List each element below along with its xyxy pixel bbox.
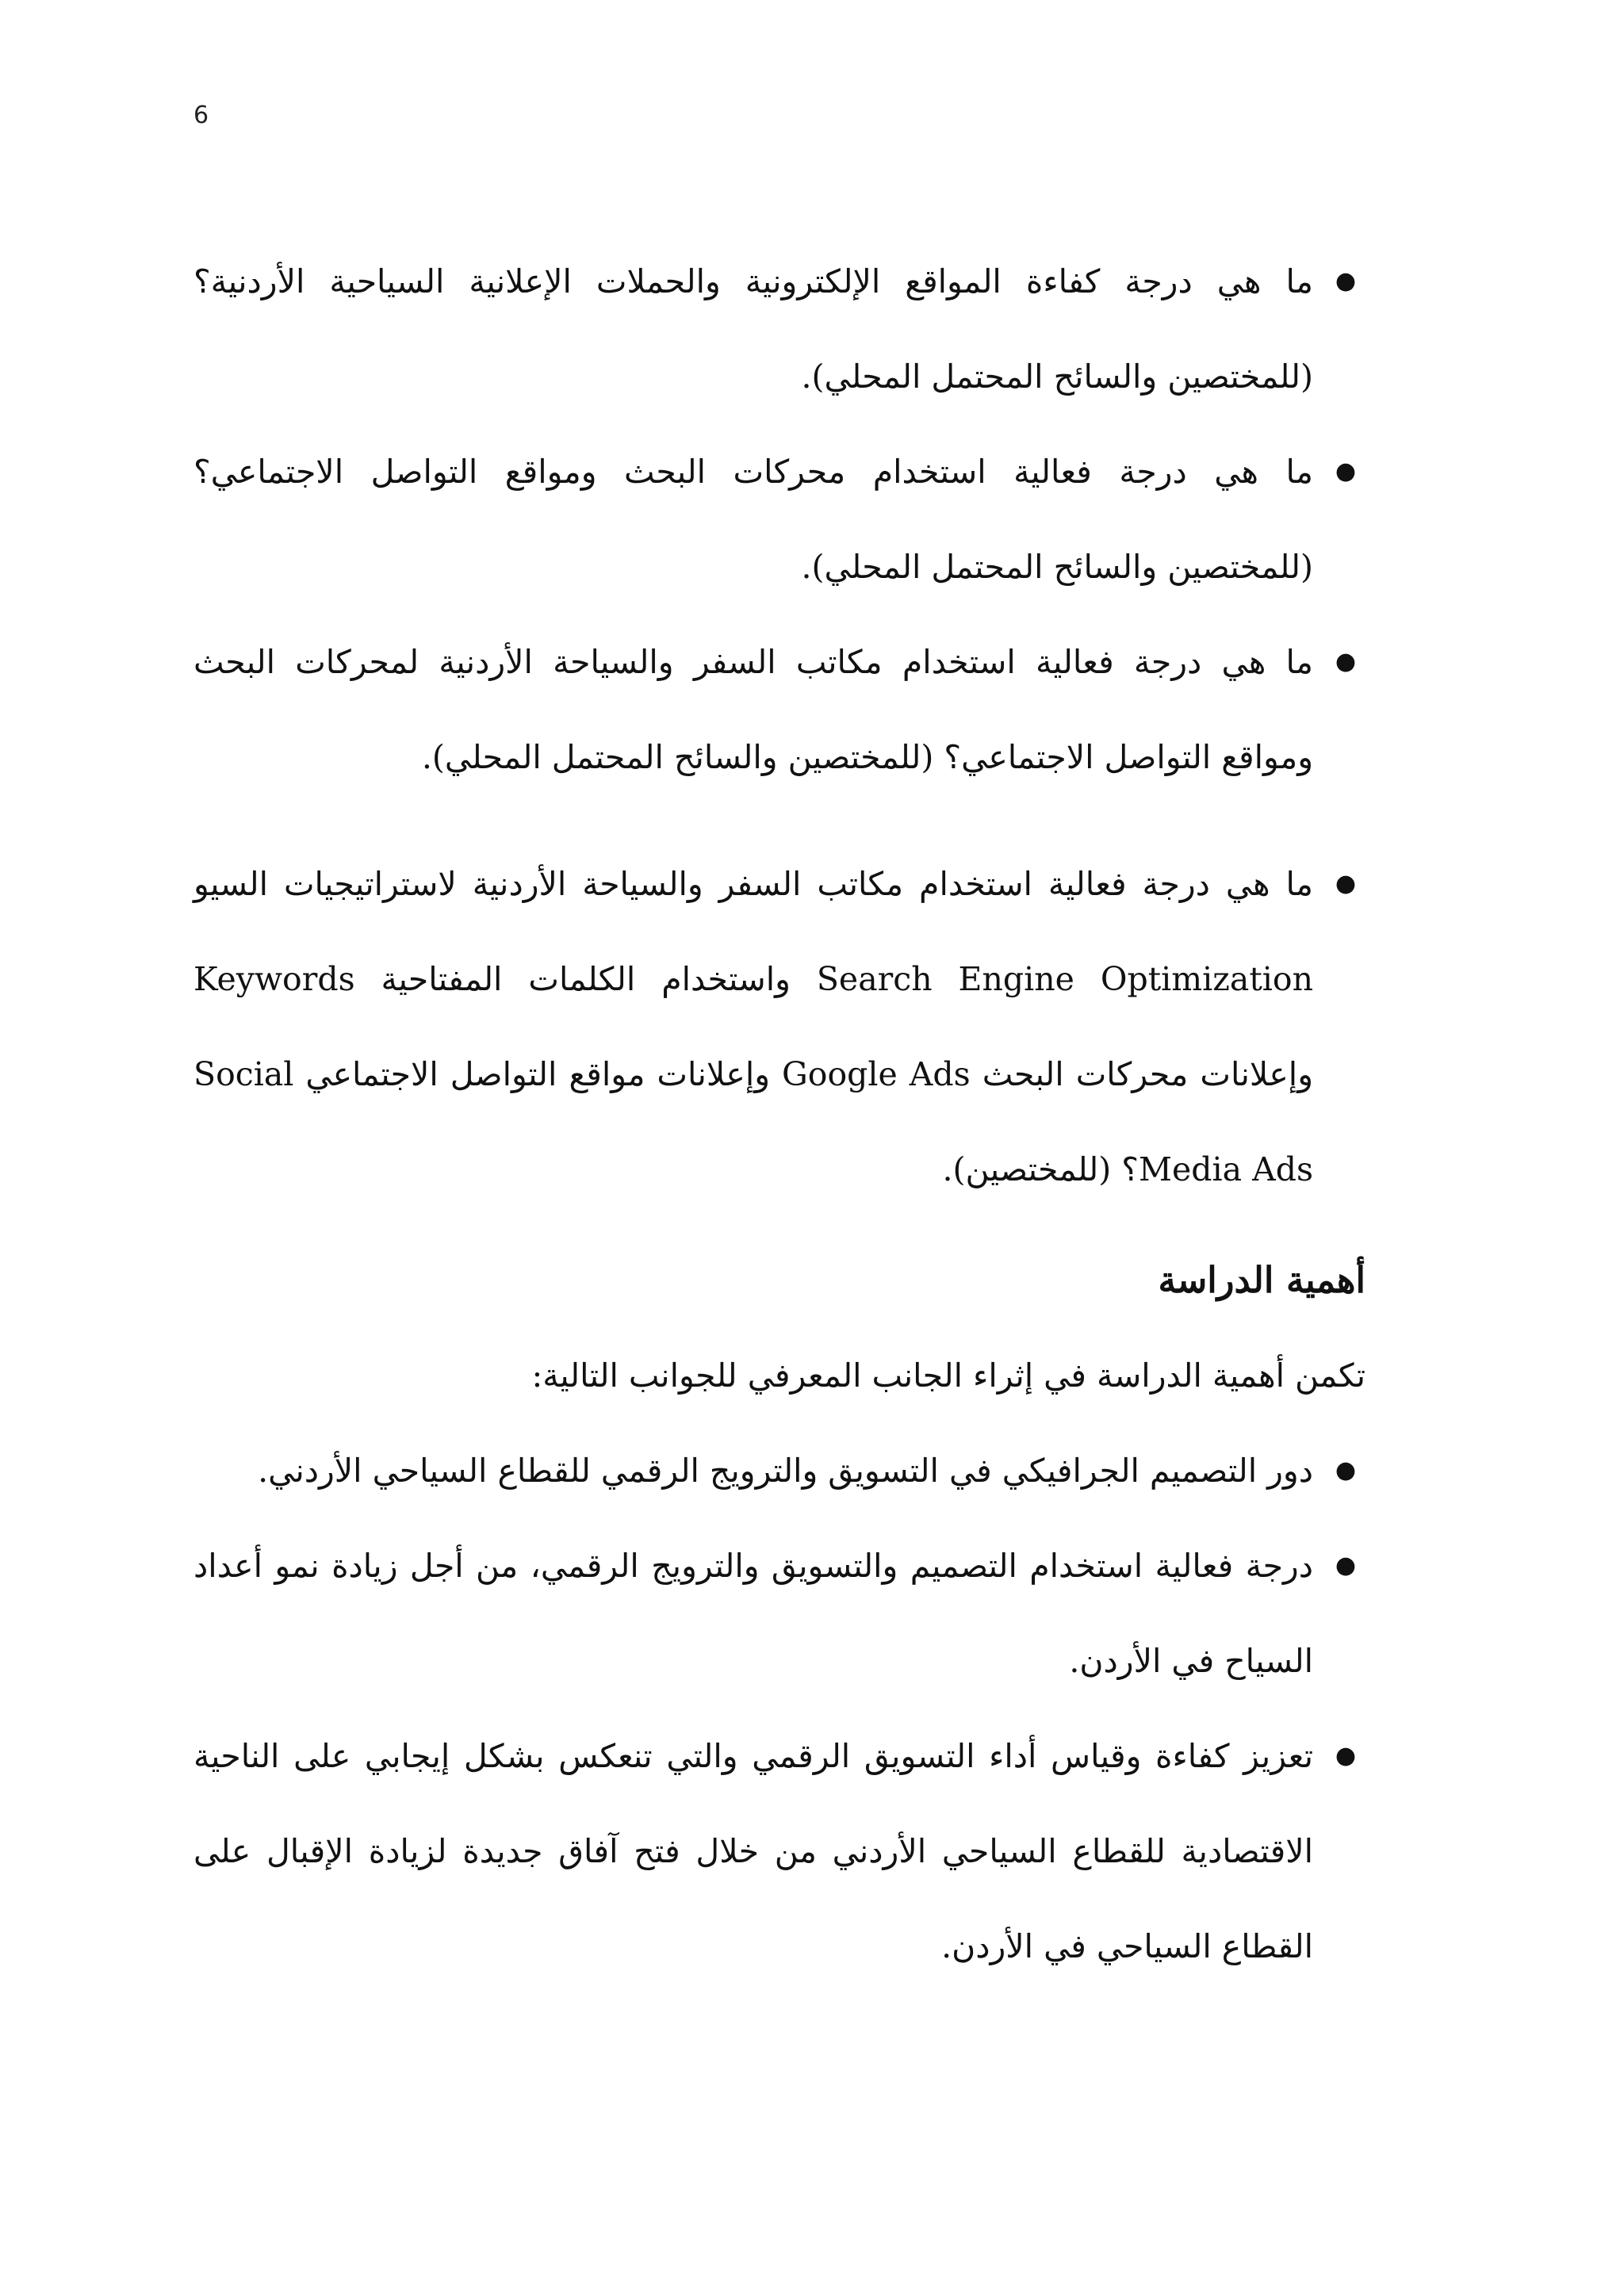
question-text: ما هي درجة فعالية استخدام مكاتب السفر والسياحة الأردنية لاستراتيجيات السيو Search Engine Optimization واستخدام الكلمات المفتاحية Keywords وإعلانات محركات البحث Google Ads وإعلانات مواقع التواصل الاجتماعي Social Media Ads؟ (للمختصين). [193, 865, 1314, 1188]
list-item-importance-1 [193, 1423, 1365, 1518]
bullet-icon: ● [1335, 1552, 1356, 1579]
question-text: ما هي درجة كفاءة المواقع الإلكترونية والحملات الإعلانية السياحية الأردنية؟ (للمختصين والسائح المحتمل المحلي). [193, 262, 1313, 396]
importance-text: تعزيز كفاءة وقياس أداء التسويق الرقمي والتي تنعكس بشكل إيجابي على الناحية الاقتصادية للقطاع السياحي الأردني من خلال فتح آفاق جديدة لزيادة الإقبال على القطاع السياحي في الأردن. [193, 1737, 1313, 1965]
list-item-question-1 [193, 234, 1365, 424]
question-text: ما هي درجة فعالية استخدام مكاتب السفر والسياحة الأردنية لمحركات البحث ومواقع التواصل الاجتماعي؟ (للمختصين والسائح المحتمل المحلي). [193, 643, 1313, 776]
research-questions-list [193, 234, 1365, 1217]
page-number: 6 [193, 101, 209, 129]
question-text: ما هي درجة فعالية استخدام محركات البحث ومواقع التواصل الاجتماعي؟ (للمختصين والسائح المحتمل المحلي). [193, 453, 1313, 586]
bullet-icon: ● [1335, 457, 1356, 485]
section-heading: أهمية الدراسة [1158, 1259, 1365, 1301]
bullet-icon: ● [1335, 1456, 1356, 1484]
importance-text: دور التصميم الجرافيكي في التسويق والترويج الرقمي للقطاع السياحي الأردني. [258, 1452, 1313, 1490]
importance-text: درجة فعالية استخدام التصميم والتسويق والترويج الرقمي، من أجل زيادة نمو أعداد السياح في الأردن. [193, 1547, 1313, 1680]
importance-list [193, 1423, 1365, 1994]
list-item-importance-3 [193, 1709, 1365, 1994]
bullet-icon: ● [1335, 267, 1356, 295]
list-item-question-4 [193, 836, 1365, 1217]
list-item-question-2 [193, 424, 1365, 614]
section-intro: تكمن أهمية الدراسة في إثراء الجانب المعرفي للجوانب التالية: [531, 1357, 1365, 1395]
bullet-icon: ● [1335, 870, 1356, 897]
list-item-question-3 [193, 614, 1365, 805]
bullet-icon: ● [1335, 1742, 1356, 1770]
bullet-icon: ● [1335, 648, 1356, 675]
document-body [193, 234, 1365, 1994]
list-item-importance-2 [193, 1518, 1365, 1709]
